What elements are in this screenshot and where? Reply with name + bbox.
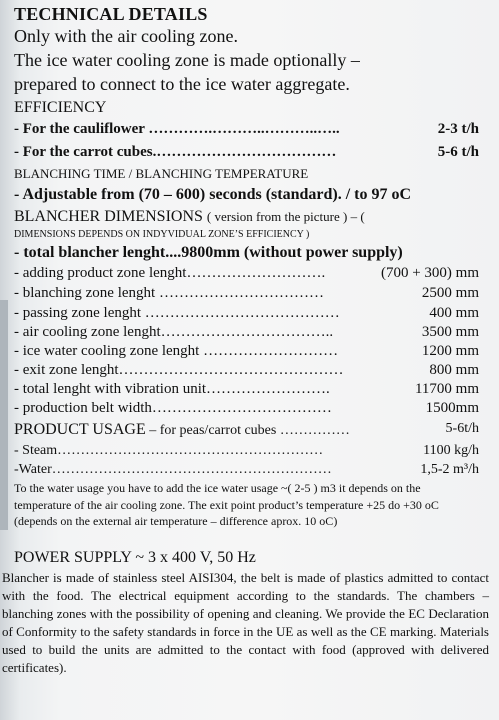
row-label: - Steam………………………………………………… bbox=[14, 443, 324, 458]
dimensions-note-2: DIMENSIONS DEPENDS ON INDYVIDUAL ZONE’S EFFICIENCY ) bbox=[14, 229, 310, 240]
row-label: - air cooling zone lenght…………………………….. bbox=[14, 324, 334, 340]
dimensions-heading bbox=[14, 208, 479, 226]
description-paragraph: Blancher is made of stainless steel AISI304, the belt is made of plastics admitted to contact with the food. The electrical equipment according to the standards. The chambers – blanching zones with the possibility of opening and cleaning. We provide the EC Declaration of Conformity to the safety standards in force in the UE as well as the CE marking. Materials used to build the units are admitted to the contact with food (approved with delivered certificates). bbox=[2, 570, 489, 675]
dimension-row bbox=[14, 343, 479, 360]
row-value: 2-3 t/h bbox=[437, 121, 479, 137]
dimension-row bbox=[14, 381, 479, 398]
efficiency-row bbox=[14, 144, 479, 161]
dimension-row bbox=[14, 285, 479, 302]
row-value: 1200 mm bbox=[421, 343, 479, 359]
dimensions-total: - total blancher lenght....9800mm (without power supply) bbox=[14, 244, 403, 261]
row-label: - For the carrot cubes.……………………………… bbox=[14, 144, 337, 160]
side-shade bbox=[0, 300, 8, 530]
power-supply: POWER SUPPLY ~ 3 x 400 V, 50 Hz bbox=[14, 549, 256, 566]
intro-line-2: The ice water cooling zone is made optionally – bbox=[14, 50, 360, 70]
row-value: 400 mm bbox=[429, 305, 479, 321]
row-label: - total lenght with vibration unit……………………. bbox=[14, 381, 330, 397]
page-title: TECHNICAL DETAILS bbox=[14, 4, 208, 24]
product-usage-title: PRODUCT USAGE bbox=[14, 421, 146, 438]
efficiency-title: EFFICIENCY bbox=[14, 99, 107, 116]
row-value: 2500 mm bbox=[421, 285, 479, 301]
dimension-row bbox=[14, 324, 479, 341]
dimensions-title: BLANCHER DIMENSIONS bbox=[14, 208, 203, 225]
row-label: - exit zone lenght……………………………………… bbox=[14, 362, 344, 378]
row-value: 1,5-2 m³/h bbox=[420, 462, 479, 477]
dimension-row bbox=[14, 305, 479, 322]
row-value: 5-6 t/h bbox=[437, 144, 479, 160]
blanching-line: - Adjustable from (70 – 600) seconds (standard). / to 97 oC bbox=[14, 186, 412, 203]
dimension-row bbox=[14, 400, 479, 417]
intro-line-3: prepared to connect to the ice water aggregate. bbox=[14, 74, 350, 94]
row-value: 800 mm bbox=[429, 362, 479, 378]
product-usage-heading bbox=[14, 421, 479, 439]
row-label: - For the cauliflower ………….………..………..….. bbox=[14, 121, 340, 137]
product-usage-sub: – for peas/carrot cubes …………… bbox=[145, 423, 350, 438]
usage-note: To the water usage you have to add the ice water usage ~( 2-5 ) m3 it depends on the temperature of the air cooling zone. The exit point product’s temperature +25 do +30 oC (depends on the external air temperature – difference aprox. 10 oC) bbox=[14, 481, 439, 528]
row-value: 3500 mm bbox=[421, 324, 479, 340]
row-value: 11700 mm bbox=[414, 381, 479, 397]
dimension-row bbox=[14, 362, 479, 379]
dimension-row bbox=[14, 265, 479, 282]
usage-row bbox=[14, 443, 479, 459]
dimensions-note: ( version from the picture ) – ( bbox=[206, 209, 365, 224]
efficiency-row bbox=[14, 121, 479, 138]
product-usage-value: 5-6t/h bbox=[445, 421, 479, 436]
row-label: - production belt width……………………………… bbox=[14, 400, 332, 416]
intro-line-1: Only with the air cooling zone. bbox=[14, 26, 238, 46]
row-value: (700 + 300) mm bbox=[380, 265, 479, 281]
row-label: - passing zone lenght ………………………………… bbox=[14, 305, 340, 321]
row-label: -Water…………………………………………………… bbox=[14, 462, 332, 477]
row-value: 1500mm bbox=[425, 400, 479, 416]
usage-row bbox=[14, 462, 479, 478]
row-label: - blanching zone lenght …………………………… bbox=[14, 285, 324, 301]
blanching-title: BLANCHING TIME / BLANCHING TEMPERATURE bbox=[14, 166, 309, 181]
row-label: - adding product zone lenght………………………. bbox=[14, 265, 326, 281]
row-value: 1100 kg/h bbox=[423, 443, 479, 458]
row-label: - ice water cooling zone lenght ……………………… bbox=[14, 343, 339, 359]
